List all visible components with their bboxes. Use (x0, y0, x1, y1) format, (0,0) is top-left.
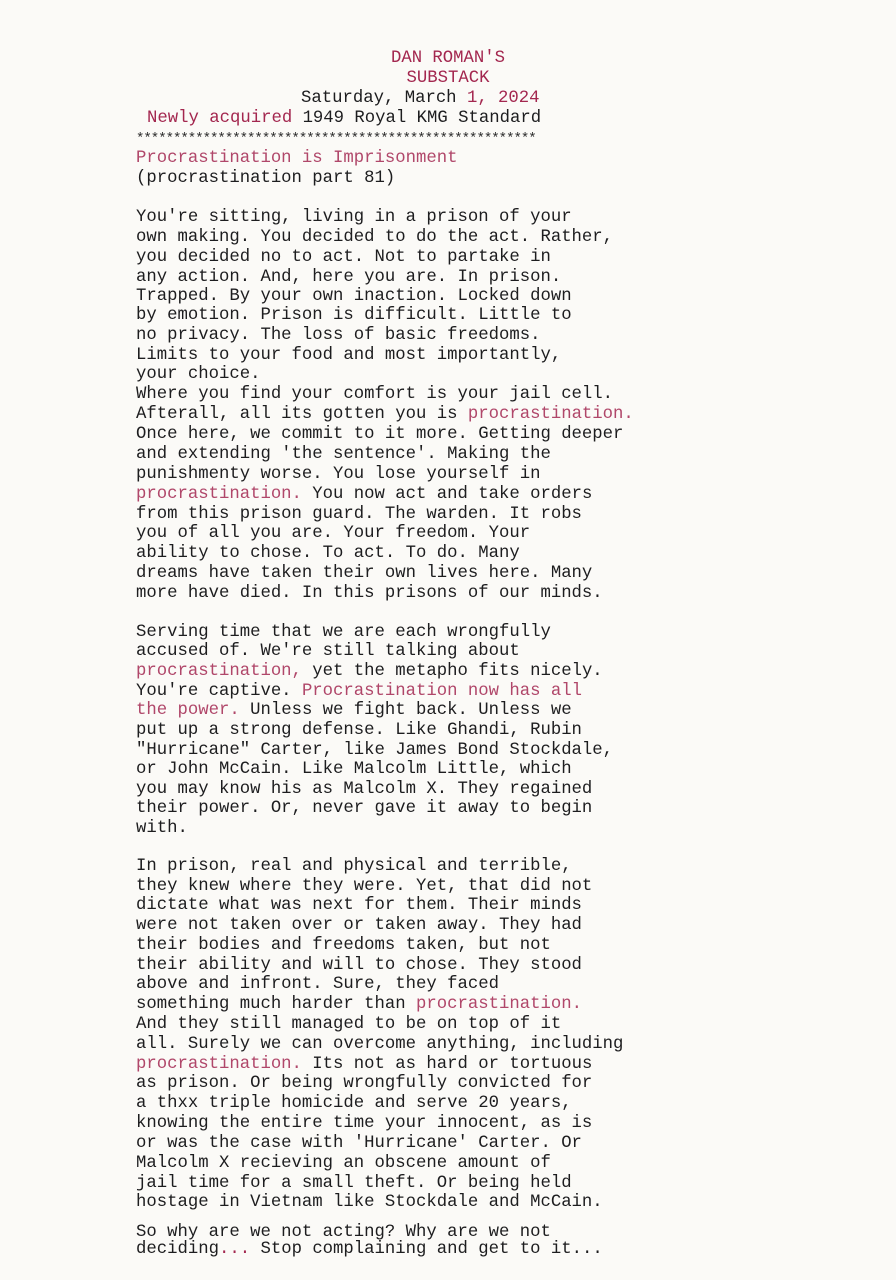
p2-line (136, 682, 582, 702)
p3-line: jail time for a small theft. Or being held (136, 1174, 572, 1193)
p2-line (136, 662, 603, 682)
p1-line: ability to chose. To act. To do. Many (136, 544, 520, 563)
text-run: Unless we fight back. Unless we (239, 701, 572, 720)
p1-line: You're sitting, living in a prison of your (136, 208, 572, 227)
text-run: Afterall, all its gotten you is (136, 405, 468, 424)
date-line (301, 89, 540, 109)
p3-line: And they still managed to be on top of it (136, 1015, 562, 1034)
date-day: 1 (466, 89, 478, 108)
date-year: , 2024 (477, 89, 540, 108)
p3-line: were not taken over or taken away. They had (136, 916, 582, 935)
p1-line: any action. And, here you are. In prison. (136, 268, 562, 287)
text-run: deciding (136, 1240, 219, 1259)
article-title: Procrastination is Imprisonment (136, 149, 458, 168)
p2-line: with. (136, 819, 188, 838)
p3-line (136, 1055, 592, 1075)
p1-line: Once here, we commit to it more. Getting deeper (136, 425, 624, 444)
typewriter-model: 1949 Royal KMG Standard (302, 109, 542, 128)
p1-line (136, 405, 634, 425)
highlight-word: procrastination, (136, 662, 302, 681)
p1-line: Where you find your comfort is your jail cell. (136, 385, 614, 404)
p4-line: So why are we not acting? Why are we not (136, 1223, 551, 1242)
p3-line: knowing the entire time your innocent, as is (136, 1114, 593, 1133)
p1-line: own making. You decided to do the act. Rather, (136, 228, 614, 247)
p3-line: hostage in Vietnam like Stockdale and McCain. (136, 1193, 603, 1212)
p1-line (136, 485, 592, 505)
p3-line: all. Surely we can overcome anything, including (136, 1035, 624, 1054)
p2-line: or John McCain. Like Malcolm Little, which (136, 760, 572, 779)
p1-line: Trapped. By your own inaction. Locked down (136, 287, 572, 306)
p3-line: a thxx triple homicide and serve 20 years, (136, 1094, 572, 1113)
date-text: Saturday, March (301, 89, 467, 108)
p2-line: their power. Or, never gave it away to begin (136, 799, 593, 818)
masthead-line2: SUBSTACK (406, 69, 490, 88)
highlight-word: procrastination. (416, 995, 582, 1014)
highlight-word: procrastination. (136, 485, 302, 504)
p1-line: from this prison guard. The warden. It robs (136, 505, 582, 524)
p1-line: and extending 'the sentence'. Making the (136, 445, 551, 464)
p3-line: above and infront. Sure, they faced (136, 975, 499, 994)
p1-line: your choice. (136, 365, 261, 384)
acquired-label: Newly acquired (147, 109, 303, 128)
asterisk-divider: ****************************************************** (136, 131, 536, 147)
p1-line: Limits to your food and most importantly, (136, 346, 562, 365)
p1-line: dreams have taken their own lives here. Many (136, 564, 593, 583)
p3-line: their bodies and freedoms taken, but not (136, 936, 551, 955)
highlight-word: procrastination. (136, 1055, 302, 1074)
text-run: You're captive. (136, 682, 302, 701)
p1-line: no privacy. The loss of basic freedoms. (136, 326, 541, 345)
p2-line: "Hurricane" Carter, like James Bond Stockdale, (136, 741, 614, 760)
p3-line: they knew where they were. Yet, that did not (136, 877, 593, 896)
p2-line: put up a strong defense. Like Ghandi, Rubin (136, 721, 582, 740)
p3-line: or was the case with 'Hurricane' Carter. Or (136, 1134, 582, 1153)
highlight-phrase: Procrastination now has all (301, 682, 582, 701)
p1-line: you of all you are. Your freedom. Your (136, 524, 531, 543)
p4-line (136, 1240, 603, 1260)
typewriter-line (147, 109, 541, 129)
p3-line: dictate what was next for them. Their minds (136, 896, 582, 915)
p1-line: more have died. In this prisons of our minds. (136, 584, 603, 603)
highlight-word: procrastination. (467, 405, 634, 424)
p3-line: their ability and will to chose. They stood (136, 956, 582, 975)
p3-line: as prison. Or being wrongfully convicted for (136, 1074, 593, 1093)
p3-line: Malcolm X recieving an obscene amount of (136, 1154, 551, 1173)
p3-line: In prison, real and physical and terrible, (136, 857, 572, 876)
p2-line: Serving time that we are each wrongfully (136, 623, 551, 642)
p3-line (136, 995, 582, 1015)
p1-line: by emotion. Prison is difficult. Little to (136, 306, 572, 325)
article-subtitle: (procrastination part 81) (136, 169, 396, 188)
text-run: You now act and take orders (301, 485, 593, 504)
text-run: Stop complaining and get to it... (250, 1240, 603, 1259)
p2-line: you may know his as Malcolm X. They regained (136, 780, 593, 799)
text-run: yet the metapho fits nicely. (301, 662, 603, 681)
p1-line: you decided no to act. Not to partake in (136, 248, 551, 267)
text-run: Its not as hard or tortuous (301, 1055, 593, 1074)
p2-line: accused of. We're still talking about (136, 642, 520, 661)
masthead-line1: DAN ROMAN'S (390, 49, 506, 68)
highlight-phrase: the power. (136, 701, 240, 720)
p2-line (136, 701, 572, 721)
p1-line: punishmenty worse. You lose yourself in (136, 465, 541, 484)
red-ellipsis: ... (218, 1240, 251, 1259)
text-run: something much harder than (136, 995, 417, 1014)
